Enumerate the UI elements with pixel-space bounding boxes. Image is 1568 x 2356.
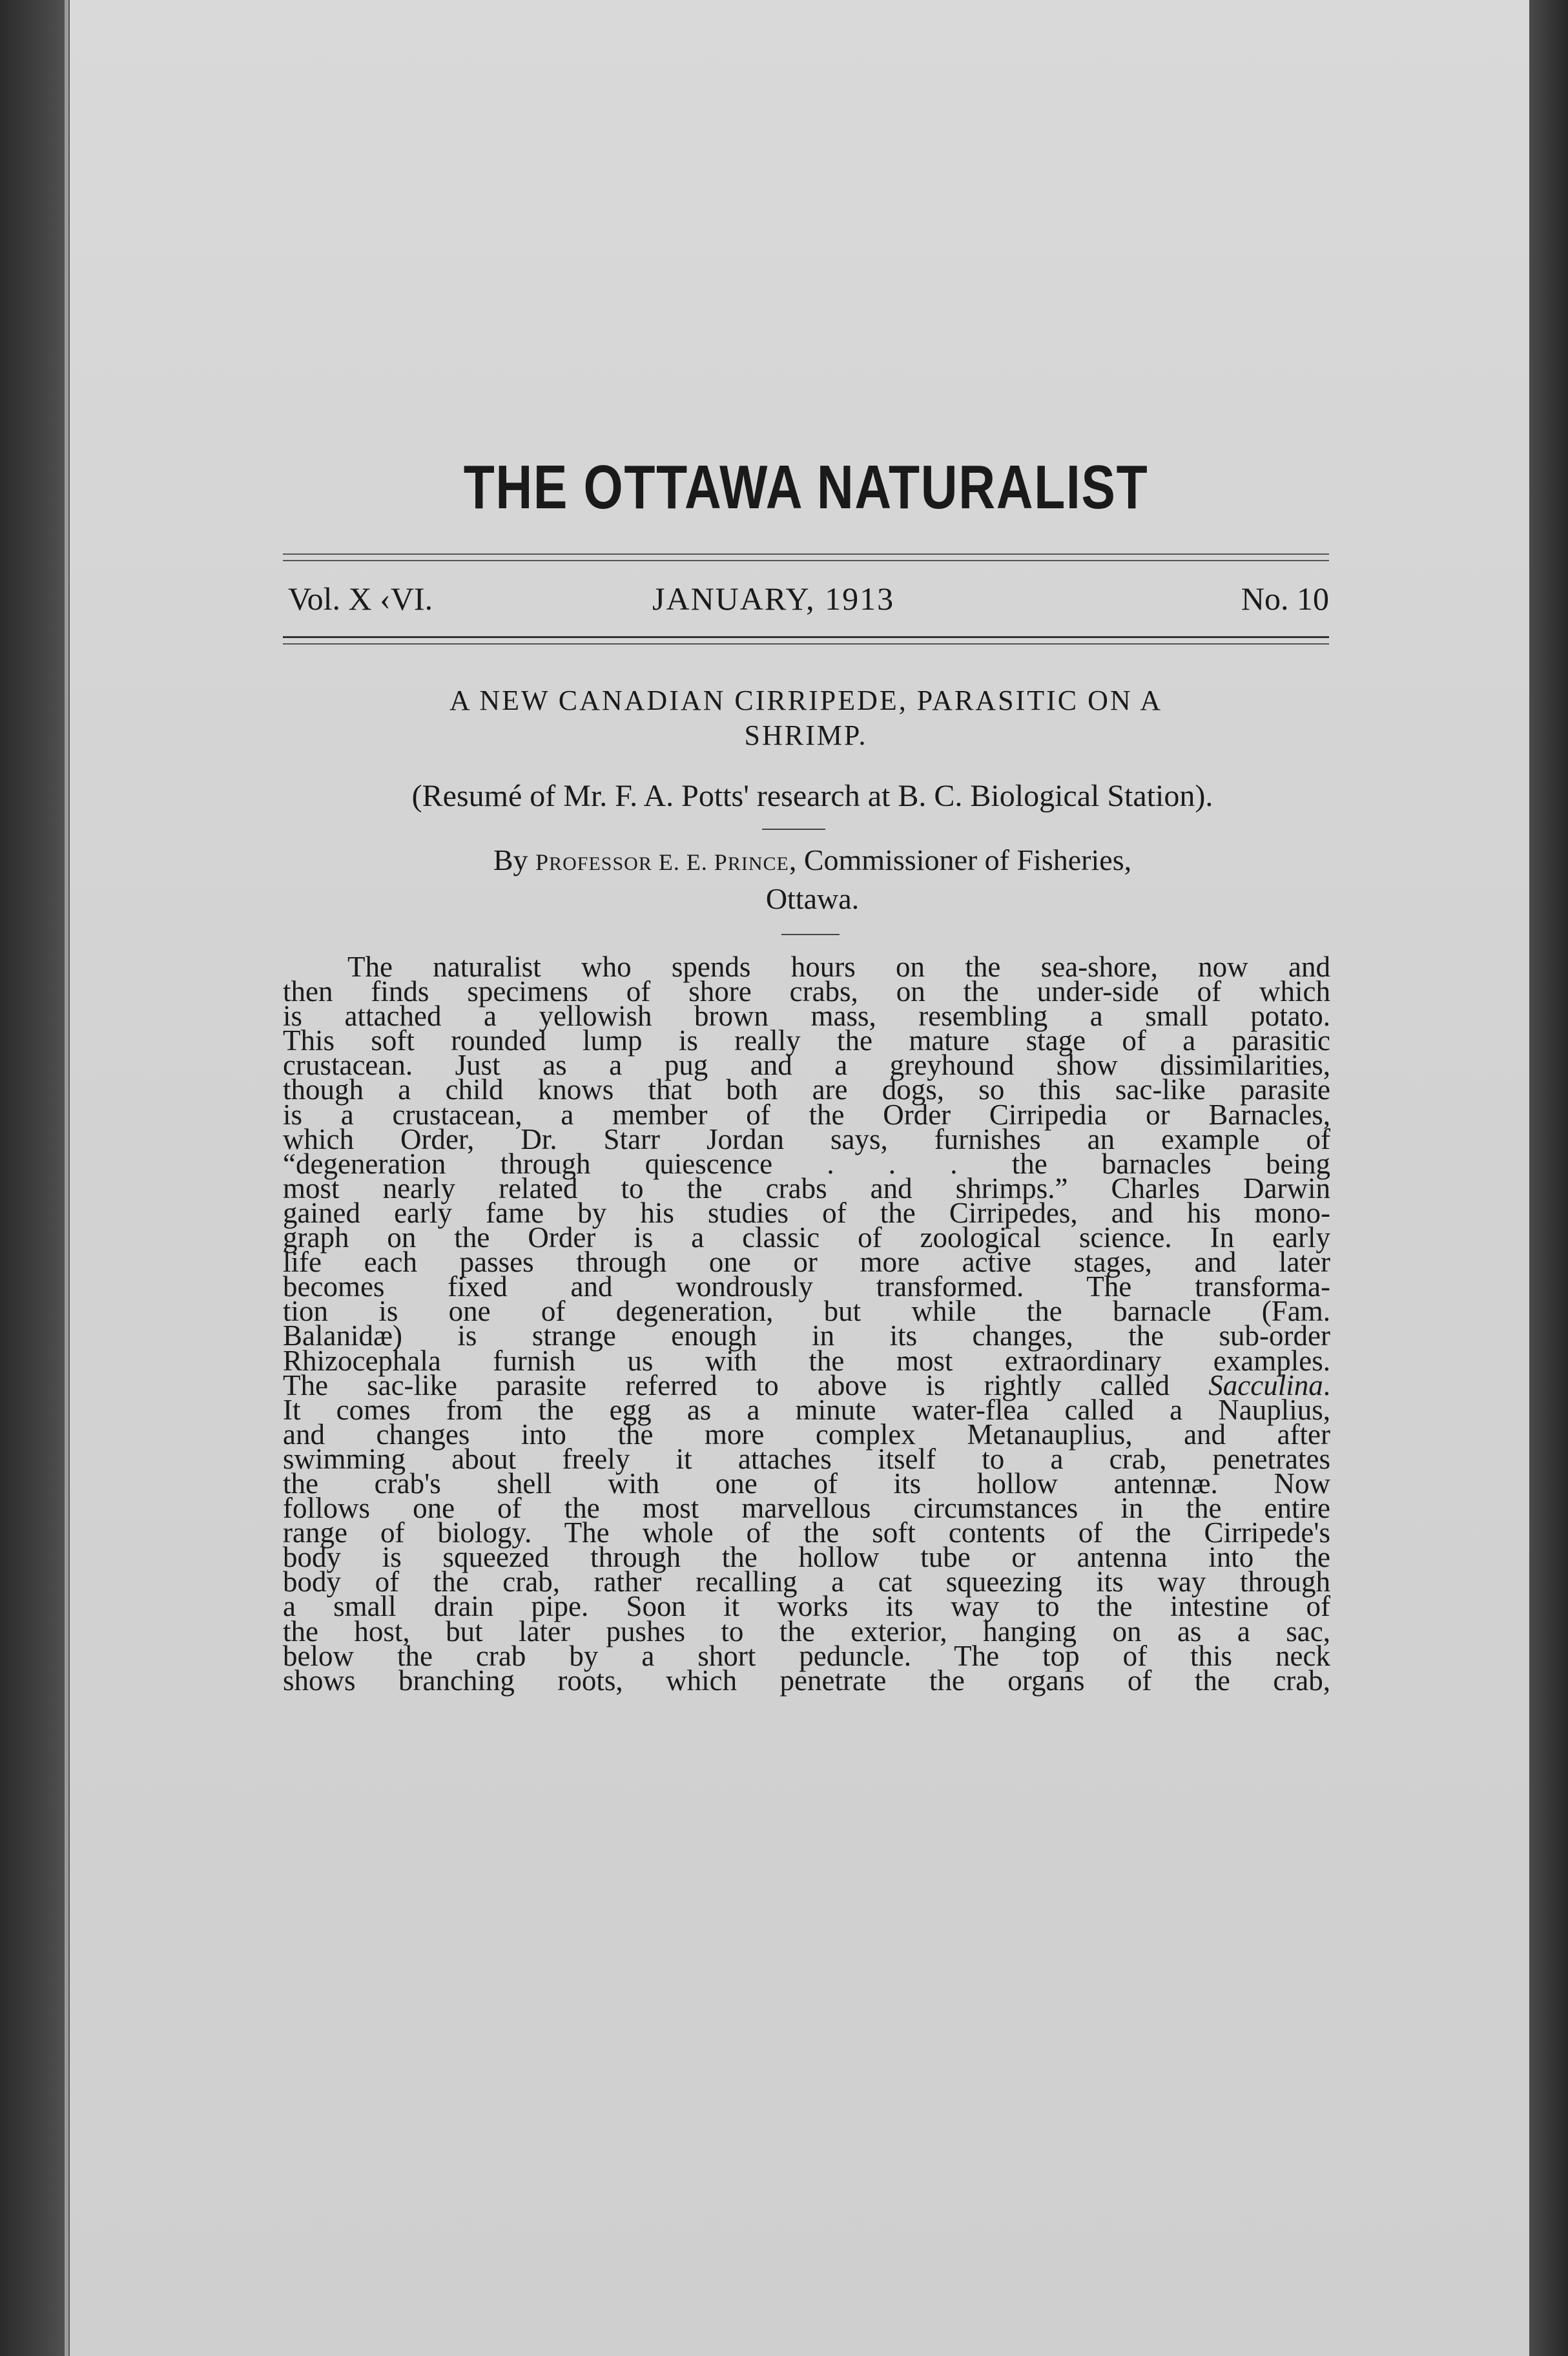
body-line: most nearly related to the crabs and shrimps.” Charles Darwin <box>283 1172 1330 1204</box>
body-line: The sac-like parasite referred to above is rightly called Sacculina. <box>283 1369 1330 1401</box>
article-resume: (Resumé of Mr. F. A. Potts' research at B. C. Biological Station). <box>411 779 1213 813</box>
body-line: below the crab by a short peduncle. The top of this neck <box>283 1639 1330 1672</box>
body-line: follows one of the most marvellous circumstances in the entire <box>283 1492 1330 1525</box>
body-line: shows branching roots, which penetrate the organs of the crab, <box>283 1664 1330 1697</box>
article-byline <box>283 843 1342 916</box>
body-line: and changes into the more complex Metanauplius, and after <box>283 1418 1330 1451</box>
byline-rule <box>781 934 840 935</box>
body-line: tion is one of degeneration, but while the barnacle (Fam. <box>283 1295 1330 1328</box>
body-line: body is squeezed through the hollow tube or antenna into the <box>283 1541 1330 1574</box>
author-role: , Commissioner of Fisheries, <box>789 843 1132 876</box>
body-line: “degeneration through quiescence . . . the barnacles being <box>283 1147 1330 1180</box>
body-line: though a child knows that both are dogs, so this sac-like parasite <box>283 1073 1330 1106</box>
gutter-edge <box>65 0 68 2356</box>
author-name: PROFESSOR E. E. PRINCE <box>535 849 789 875</box>
issue-rule-bottom <box>283 643 1329 645</box>
body-line: life each passes through one or more active stages, and later <box>283 1246 1330 1279</box>
byline-line-1 <box>283 843 1342 882</box>
article-title-line-2: SHRIMP. <box>744 719 868 751</box>
body-line: The naturalist who spends hours on the sea-shore, now and <box>347 951 1330 983</box>
article-title <box>283 683 1329 753</box>
byline-by: By <box>493 843 528 876</box>
journal-page <box>70 0 1529 2356</box>
body-line: then finds specimens of shore crabs, on the under-side of which <box>283 975 1330 1008</box>
body-line: crustacean. Just as a pug and a greyhound show dissimilarities, <box>283 1049 1330 1082</box>
volume-number: Vol. X ‹VI. <box>288 581 433 617</box>
body-line: gained early fame by his studies of the Cirripedes, and his mono- <box>283 1196 1330 1229</box>
masthead-title: THE OTTAWA NATURALIST <box>463 453 1149 522</box>
byline-place: Ottawa. <box>765 882 860 915</box>
issue-line <box>283 580 1329 625</box>
body-line: a small drain pipe. Soon it works its way to the intestine of <box>283 1590 1330 1623</box>
body-line: which Order, Dr. Starr Jordan says, furnishes an example of <box>283 1122 1330 1155</box>
issue-rule-top <box>283 636 1329 638</box>
right-page-edge <box>1529 0 1568 2356</box>
body-line: graph on the Order is a classic of zoological science. In early <box>283 1221 1330 1254</box>
separator-rule <box>762 829 825 830</box>
body-line: range of biology. The whole of the soft contents of the Cirripede's <box>283 1516 1330 1549</box>
body-line: It comes from the egg as a minute water-flea called a Nauplius, <box>283 1393 1330 1426</box>
body-line: swimming about freely it attaches itself to a crab, penetrates <box>283 1442 1330 1475</box>
body-line: body of the crab, rather recalling a cat squeezing its way through <box>283 1566 1330 1598</box>
masthead-rule-bottom <box>283 560 1329 561</box>
article-body <box>283 951 1330 1697</box>
issue-date: JANUARY, 1913 <box>652 581 895 617</box>
body-line: the host, but later pushes to the exterior, hanging on as a sac, <box>283 1615 1330 1648</box>
body-line: This soft rounded lump is really the mature stage of a parasitic <box>283 1024 1330 1057</box>
body-line: Balanidæ) is strange enough in its changes, the sub-order <box>283 1319 1330 1352</box>
masthead-rule-top <box>283 553 1329 555</box>
article-title-line-1: A NEW CANADIAN CIRRIPEDE, PARASITIC ON A <box>449 685 1162 716</box>
body-line: Rhizocephala furnish us with the most extraordinary examples. <box>283 1344 1330 1377</box>
issue-number: No. 10 <box>1241 581 1329 617</box>
body-line: becomes fixed and wondrously transformed. The transforma- <box>283 1270 1330 1303</box>
body-line: is attached a yellowish brown mass, resembling a small potato. <box>283 1000 1330 1033</box>
body-line: the crab's shell with one of its hollow antennæ. Now <box>283 1467 1330 1500</box>
body-line: is a crustacean, a member of the Order Cirripedia or Barnacles, <box>283 1098 1330 1131</box>
